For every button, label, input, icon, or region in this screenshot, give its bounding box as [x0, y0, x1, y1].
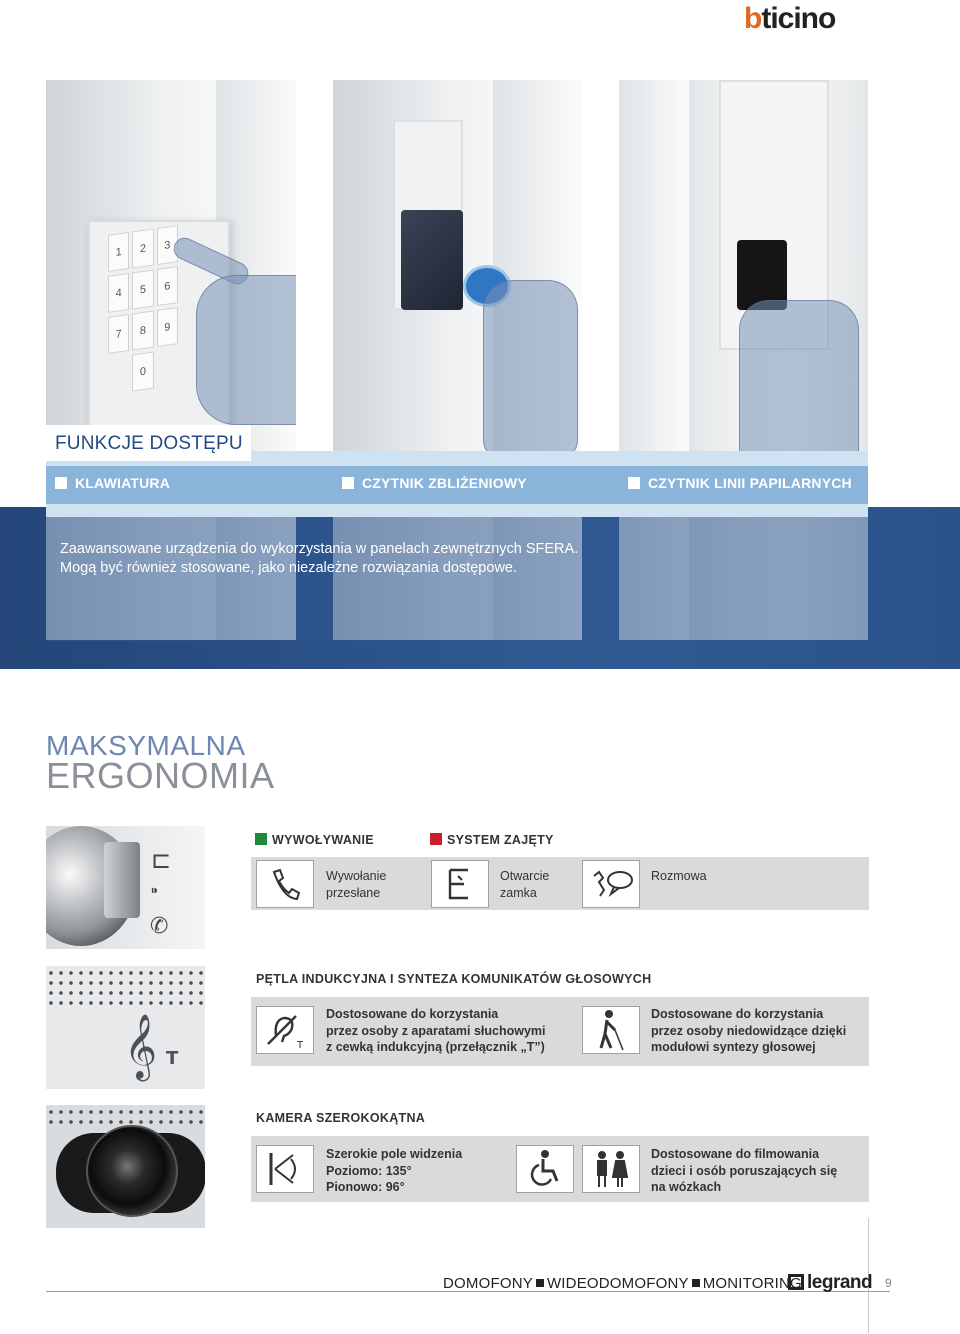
hearing-aid-icon	[256, 1006, 314, 1054]
hero-description: Zaawansowane urządzenia do wykorzystania w panelach zewnętrznych SFERA. Mogą być również stosowane, jako niezależne rozwiązania dostępowe.	[60, 541, 579, 576]
camera-photo	[46, 1105, 205, 1228]
status-called: Wywołanie przesłane	[326, 869, 387, 900]
keypad-key: 9	[157, 307, 178, 347]
camera-heading: KAMERA SZEROKOKĄTNA	[256, 1111, 426, 1125]
children-icon	[582, 1145, 640, 1193]
bullet-square-icon	[628, 477, 640, 489]
keypad-key: 5	[132, 270, 153, 310]
keypad-key: 3	[157, 225, 178, 265]
phone-icon	[256, 860, 314, 908]
bullet-square-icon	[55, 477, 67, 489]
wide-angle-icon	[256, 1145, 314, 1193]
status-leds-photo	[46, 826, 205, 949]
heading-maksymalna: MAKSYMALNA	[46, 730, 246, 761]
lock-icon	[431, 860, 489, 908]
footer-categories: DOMOFONY WIDEODOMOFONY MONITORING	[443, 1275, 802, 1292]
function-keypad: KLAWIATURA	[55, 475, 170, 491]
loop-hearing-text: Dostosowane do korzystania przez osoby z aparatami słuchowymi z cewką indukcyjną (przełącznik „T”)	[326, 1007, 546, 1054]
loop-heading: PĘTLA INDUKCYJNA I SYNTEZA KOMUNIKATÓW GŁOSOWYCH	[256, 972, 652, 986]
bticino-logo: bticino	[744, 2, 836, 35]
heading-ergonomia: ERGONOMIA	[46, 755, 275, 796]
keypad-key: 7	[108, 314, 129, 354]
legend-busy: SYSTEM ZAJĘTY	[430, 833, 554, 847]
square-separator-icon	[692, 1279, 700, 1287]
keypad-key: 8	[132, 311, 153, 351]
conversation-icon: ⁍	[150, 881, 159, 902]
legrand-square-icon	[788, 1274, 804, 1290]
keypad-key: 1	[108, 232, 129, 272]
keypad-key: 0	[132, 352, 153, 392]
wheelchair-icon	[516, 1145, 574, 1193]
keypad-key: 2	[132, 229, 153, 269]
blind-person-icon	[582, 1006, 640, 1054]
legend-calling: WYWOŁYWANIE	[255, 833, 374, 847]
function-proximity: CZYTNIK ZBLIŻENIOWY	[342, 475, 527, 491]
bullet-square-icon	[342, 477, 354, 489]
keypad-key: 4	[108, 273, 129, 313]
camera-filming-text: Dostosowane do filmowania dzieci i osób poruszających się na wózkach	[651, 1147, 838, 1194]
function-fingerprint: CZYTNIK LINII PAPILARNYCH	[628, 475, 852, 491]
legrand-logo: legrand	[788, 1272, 872, 1294]
page-title: FUNKCJE DOSTĘPU	[46, 425, 251, 461]
conversation-icon	[582, 860, 640, 908]
green-square-icon	[255, 833, 267, 845]
svg-text:T: T	[297, 1040, 304, 1050]
loop-visually-impaired-text: Dostosowane do korzystania przez osoby niedowidzące dzięki modułowi syntezy głosowej	[651, 1007, 847, 1054]
page-number: 9	[885, 1276, 892, 1290]
lock-icon: ⊏	[151, 846, 172, 874]
induction-loop-photo: 𝄞 T	[46, 966, 205, 1089]
hearing-loop-icon: 𝄞	[124, 1014, 158, 1079]
status-conversation: Rozmowa	[651, 869, 707, 883]
keypad-key: 6	[157, 266, 178, 306]
red-square-icon	[430, 833, 442, 845]
phone-icon: ✆	[150, 914, 169, 939]
status-door-open: Otwarcie zamka	[500, 869, 550, 900]
camera-field-of-view-text: Szerokie pole widzenia Poziomo: 135° Pionowo: 96°	[326, 1147, 463, 1194]
square-separator-icon	[536, 1279, 544, 1287]
